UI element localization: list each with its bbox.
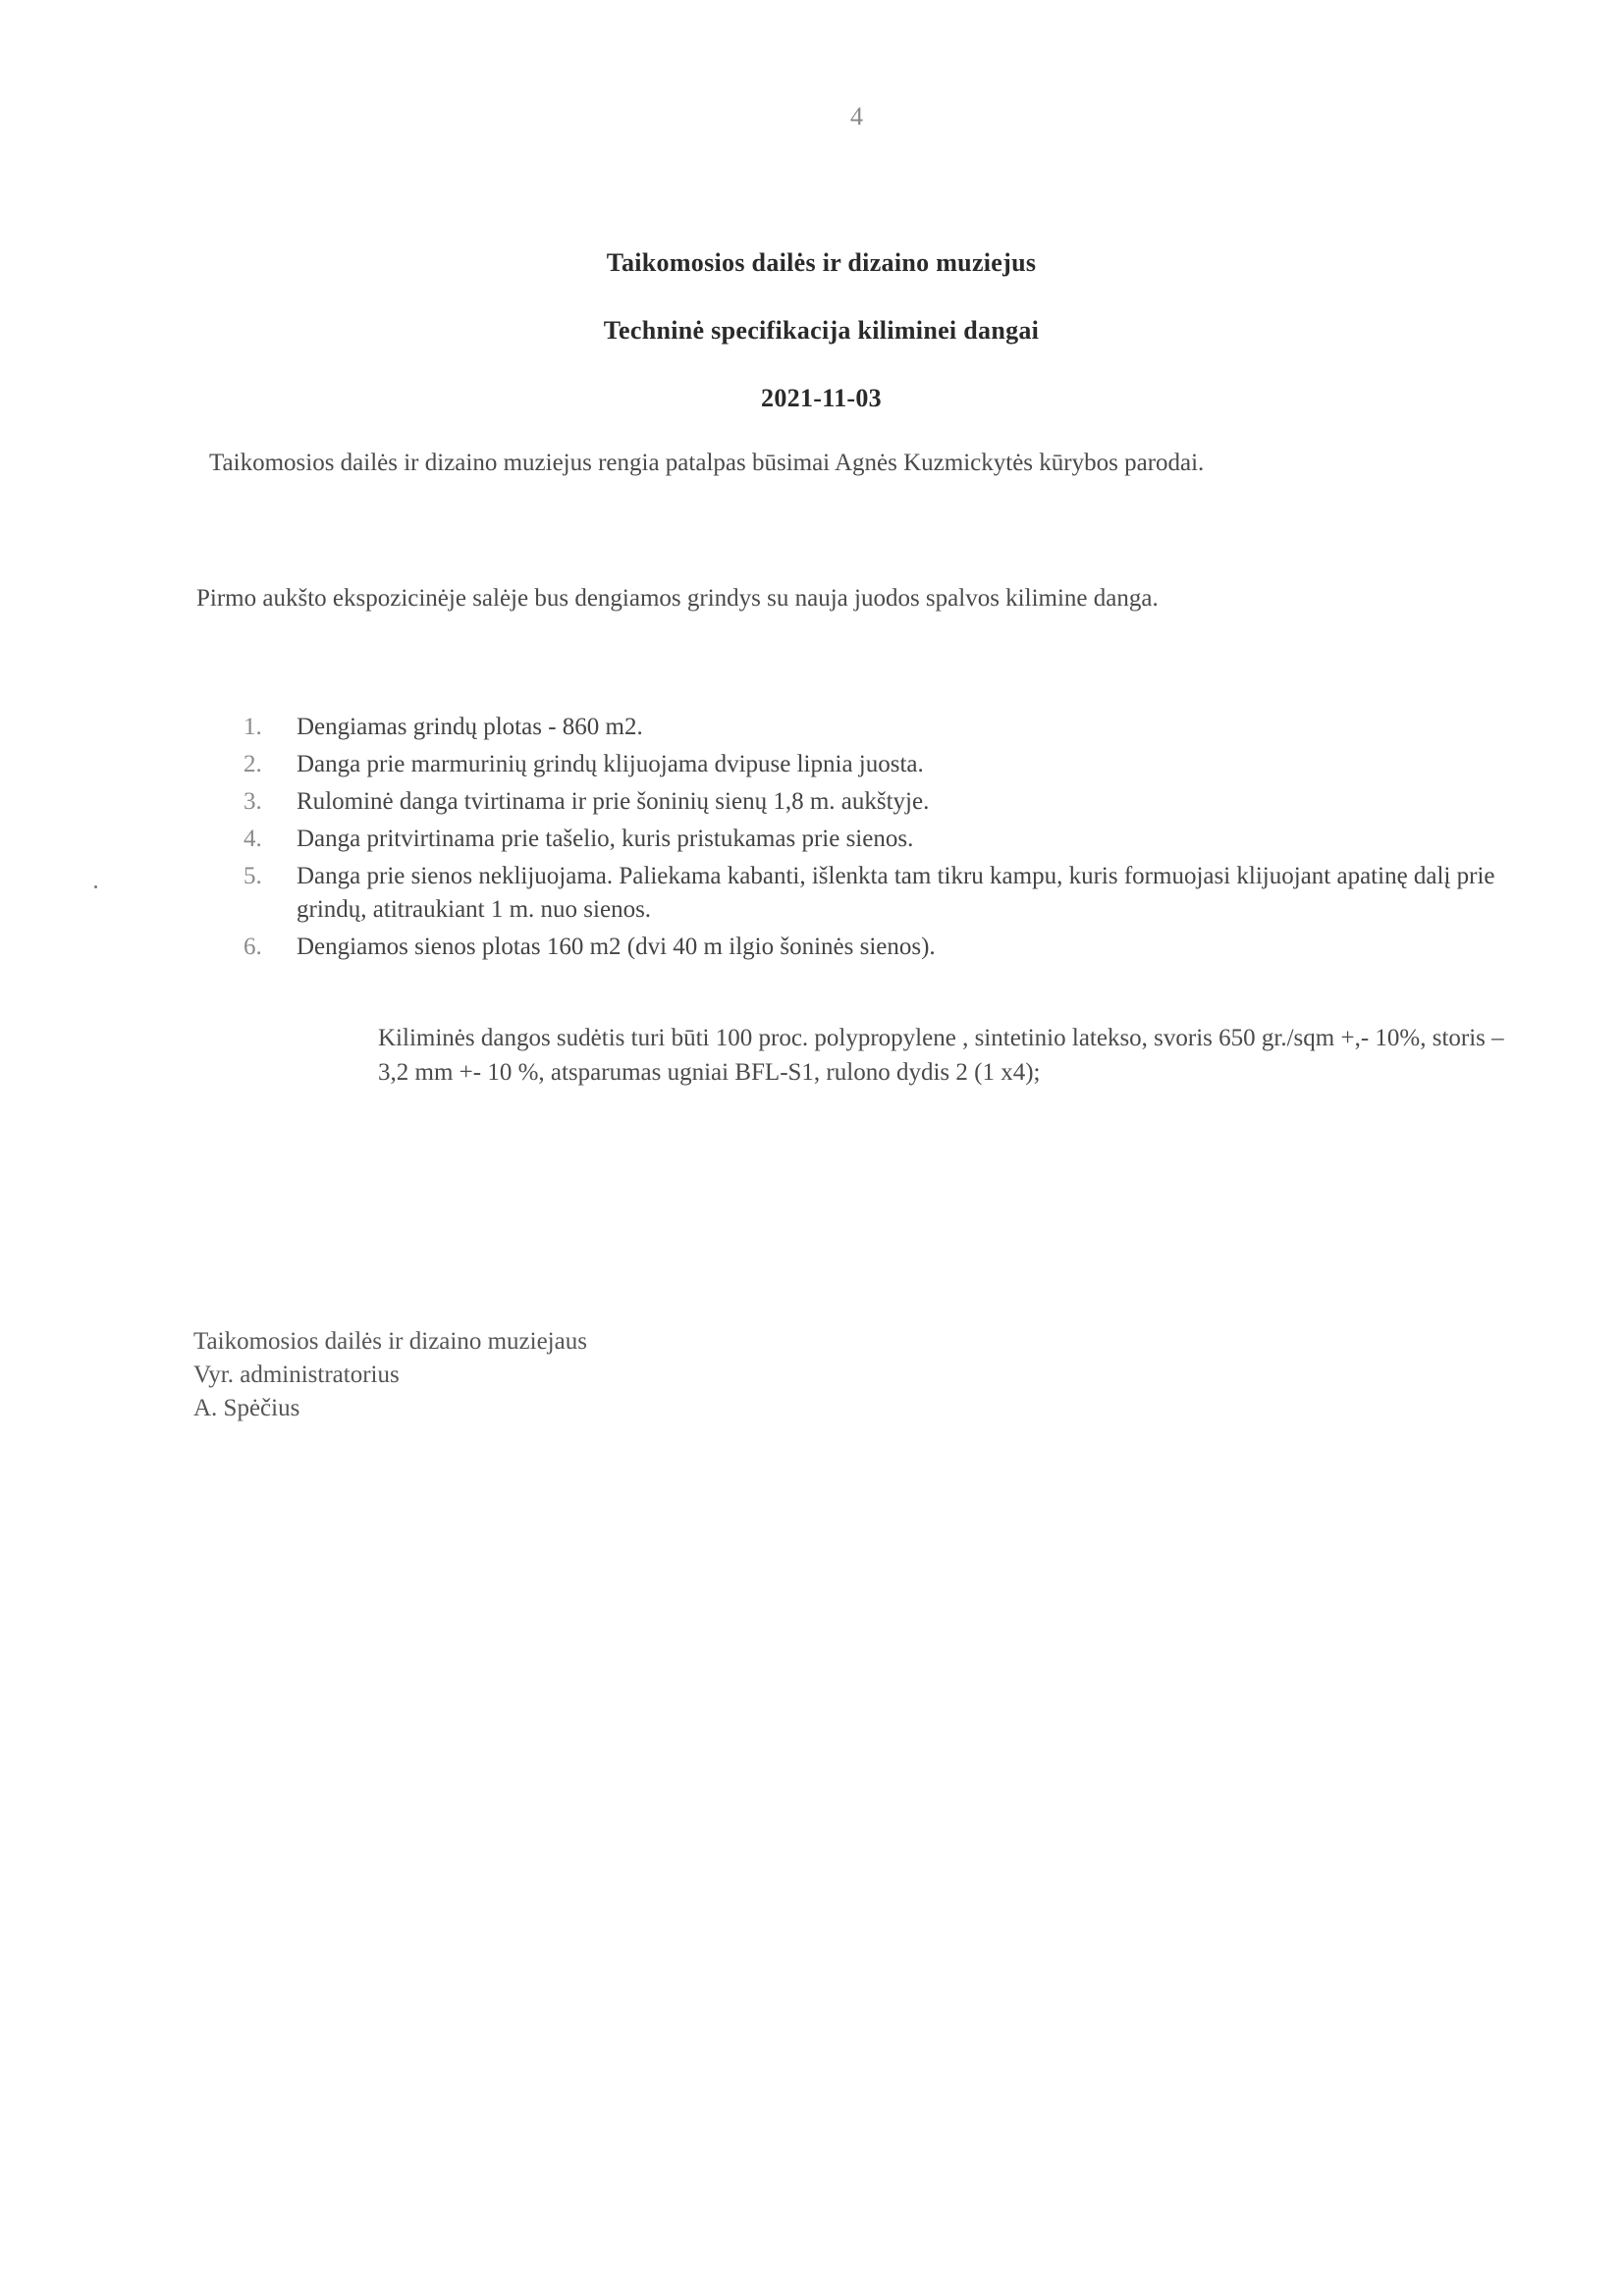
list-item bbox=[243, 785, 1540, 819]
carpet-composition-paragraph: Kiliminės dangos sudėtis turi būti 100 proc. polypropylene , sintetinio latekso, svoris 650 gr./sqm +,- 10%, storis – 3,2 mm +- 10 %, atsparumas ugniai BFL-S1, rulono dydis 2 (1 x4); bbox=[378, 1025, 1504, 1086]
signature-block bbox=[193, 1325, 587, 1425]
signature-position: Vyr. administratorius bbox=[193, 1362, 400, 1388]
document-title: Techninė specifikacija kiliminei dangai bbox=[603, 316, 1040, 345]
list-item bbox=[243, 711, 1540, 744]
list-item bbox=[243, 748, 1540, 781]
list-item-text: Danga prie sienos neklijuojama. Paliekama kabanti, išlenkta tam tikru kampu, kuris formuojasi klijuojant apatinę dalį prie grindų, atitraukiant 1 m. nuo sienos. bbox=[297, 863, 1495, 923]
list-item-number: 4. bbox=[243, 826, 262, 852]
list-item-text: Rulominė danga tvirtinama ir prie šoninių sienų 1,8 m. aukštyje. bbox=[297, 788, 930, 815]
signature-institution: Taikomosios dailės ir dizaino muziejaus bbox=[193, 1328, 587, 1355]
institution-heading: Taikomosios dailės ir dizaino muziejus bbox=[606, 248, 1037, 277]
list-item-text: Danga prie marmurinių grindų klijuojama dvipuse lipnia juosta. bbox=[297, 751, 924, 777]
signature-name: A. Spėčius bbox=[193, 1395, 300, 1421]
list-item-number: 6. bbox=[243, 934, 262, 960]
page-number: 4 bbox=[850, 102, 863, 131]
document-date: 2021-11-03 bbox=[761, 384, 882, 412]
list-item-number: 1. bbox=[243, 714, 262, 740]
list-item bbox=[243, 823, 1540, 856]
list-item-text: Dengiamas grindų plotas - 860 m2. bbox=[297, 714, 643, 740]
list-item-number: 5. bbox=[243, 863, 262, 889]
list-item-text: Danga pritvirtinama prie tašelio, kuris pristukamas prie sienos. bbox=[297, 826, 914, 852]
intro-paragraph: Taikomosios dailės ir dizaino muziejus rengia patalpas būsimai Agnės Kuzmickytės kūrybos parodai. bbox=[209, 450, 1205, 476]
requirements-list bbox=[243, 711, 1540, 968]
floor-statement: Pirmo aukšto ekspozicinėje salėje bus dengiamos grindys su nauja juodos spalvos kilimine danga. bbox=[196, 585, 1159, 612]
scan-artifact-dot bbox=[94, 885, 97, 888]
list-item-number: 2. bbox=[243, 751, 262, 777]
list-item bbox=[243, 860, 1540, 927]
list-item-number: 3. bbox=[243, 788, 262, 815]
list-item-text: Dengiamos sienos plotas 160 m2 (dvi 40 m ilgio šoninės sienos). bbox=[297, 934, 936, 960]
list-item bbox=[243, 931, 1540, 964]
